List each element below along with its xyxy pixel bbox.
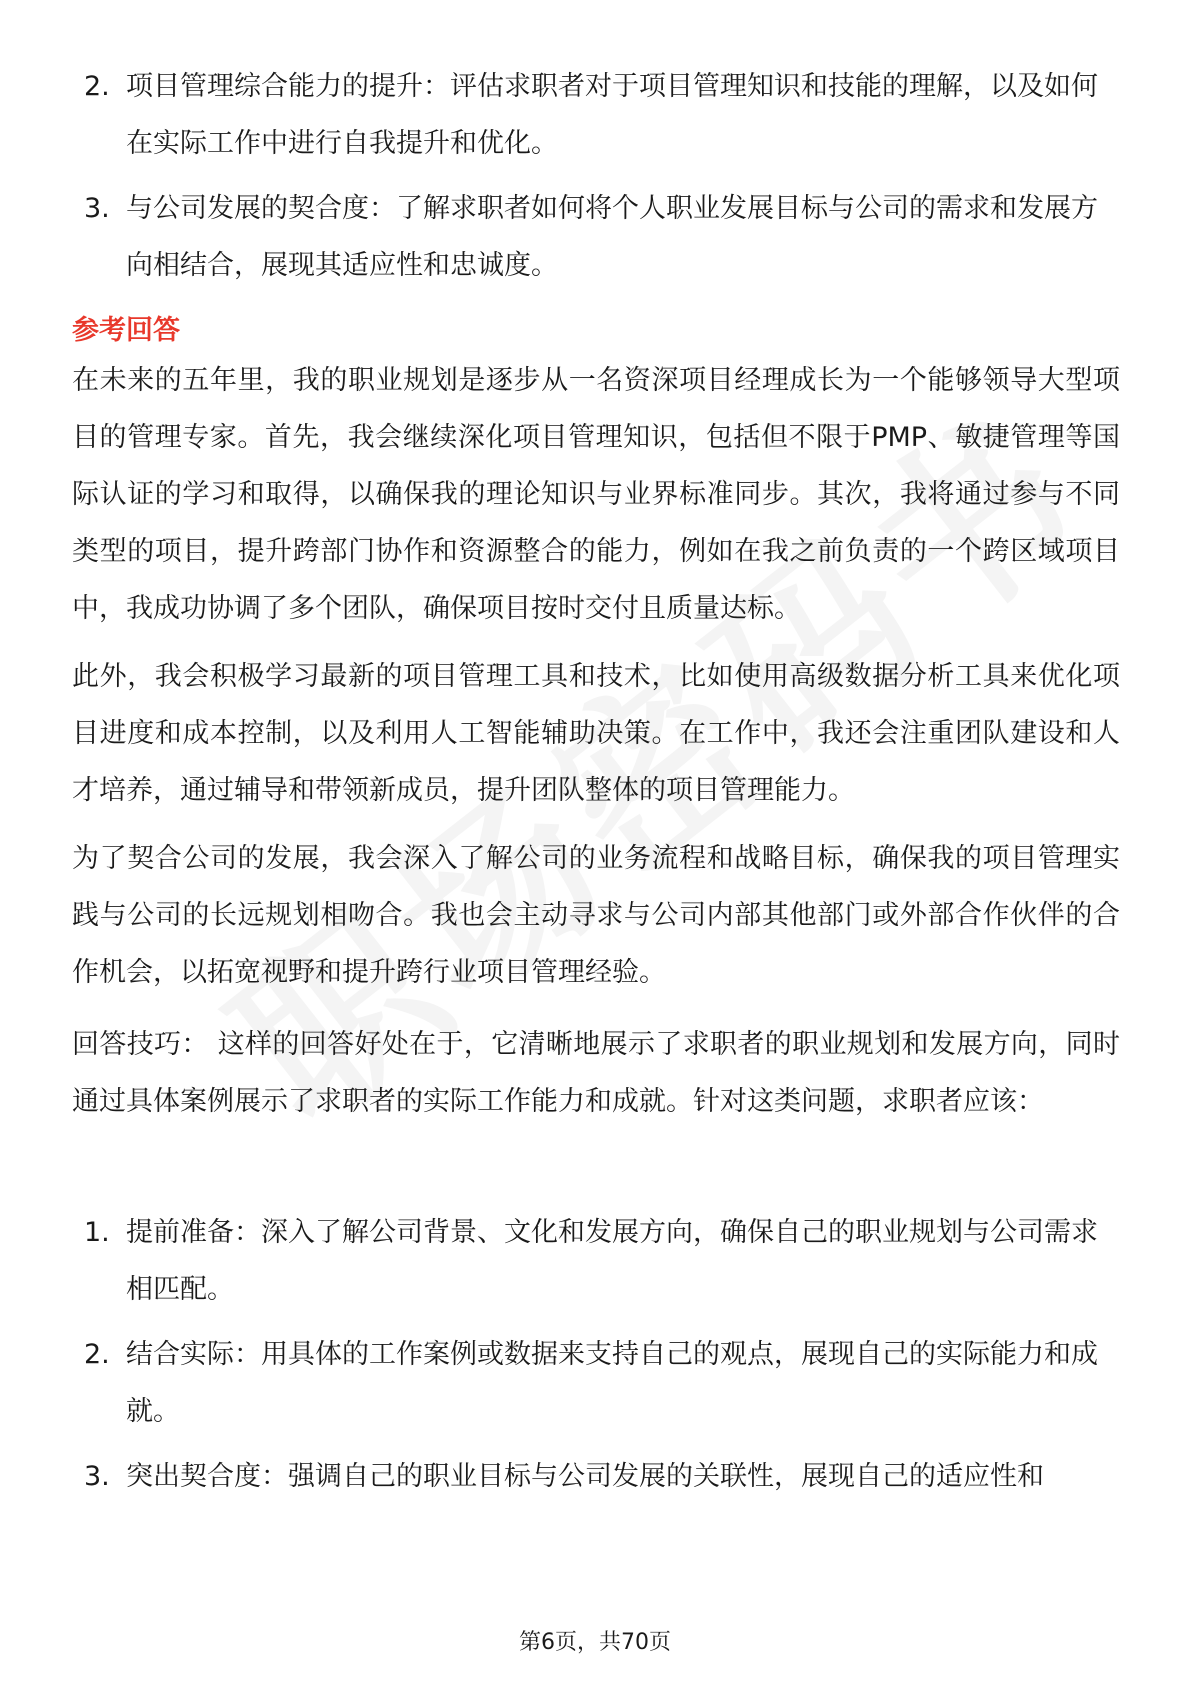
list-item bbox=[72, 58, 1112, 172]
list-item bbox=[72, 1326, 1112, 1440]
paragraph: 回答技巧： 这样的回答好处在于，它清晰地展示了求职者的职业规划和发展方向，同时通过具体案例展示了求职者的实际工作能力和成就。针对这类问题，求职者应该： bbox=[72, 1029, 1120, 1117]
paragraph: 此外，我会积极学习最新的项目管理工具和技术，比如使用高级数据分析工具来优化项目进度和成本控制，以及利用人工智能辅助决策。在工作中，我还会注重团队建设和人才培养，通过辅导和带领新成员，提升团队整体的项目管理能力。 bbox=[72, 661, 1120, 806]
page-footer: 第6页，共70页 bbox=[519, 1630, 671, 1655]
tips-list bbox=[72, 1204, 1112, 1513]
list-item-number: 1. bbox=[84, 1217, 110, 1248]
list-item-number: 2. bbox=[84, 1339, 110, 1370]
list-item bbox=[72, 180, 1112, 294]
list-item-number: 3. bbox=[84, 1461, 110, 1492]
list-item-number: 2. bbox=[84, 71, 110, 102]
list-item-text: 突出契合度：强调自己的职业目标与公司发展的关联性，展现自己的适应性和 bbox=[126, 1461, 1044, 1492]
list-item-text: 结合实际：用具体的工作案例或数据来支持自己的观点，展现自己的实际能力和成就。 bbox=[126, 1339, 1098, 1427]
section-heading: 参考回答 bbox=[72, 315, 180, 346]
list-item-text: 提前准备：深入了解公司背景、文化和发展方向，确保自己的职业规划与公司需求相匹配。 bbox=[126, 1217, 1098, 1305]
list-item bbox=[72, 1448, 1112, 1505]
paragraph: 为了契合公司的发展，我会深入了解公司的业务流程和战略目标，确保我的项目管理实践与公司的长远规划相吻合。我也会主动寻求与公司内部其他部门或外部合作伙伴的合作机会，以拓宽视野和提升跨行业项目管理经验。 bbox=[72, 843, 1120, 988]
list-item bbox=[72, 1204, 1112, 1318]
list-item-number: 3. bbox=[84, 193, 110, 224]
evaluation-points-list bbox=[72, 58, 1112, 302]
list-item-text: 与公司发展的契合度：了解求职者如何将个人职业发展目标与公司的需求和发展方向相结合，展现其适应性和忠诚度。 bbox=[126, 193, 1098, 281]
list-item-text: 项目管理综合能力的提升：评估求职者对于项目管理知识和技能的理解，以及如何在实际工作中进行自我提升和优化。 bbox=[126, 71, 1098, 159]
paragraph: 在未来的五年里，我的职业规划是逐步从一名资深项目经理成长为一个能够领导大型项目的管理专家。首先，我会继续深化项目管理知识，包括但不限于PMP、敏捷管理等国际认证的学习和取得，以确保我的理论知识与业界标准同步。其次，我将通过参与不同类型的项目，提升跨部门协作和资源整合的能力，例如在我之前负责的一个跨区域项目中，我成功协调了多个团队，确保项目按时交付且质量达标。 bbox=[72, 365, 1120, 624]
